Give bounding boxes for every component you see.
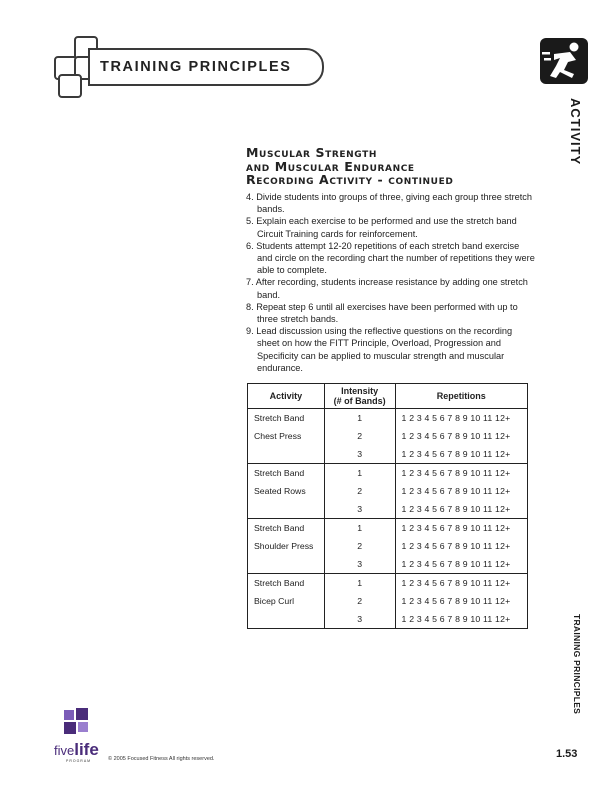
table-row — [248, 537, 528, 555]
repetition-scale[interactable]: 1 2 3 4 5 6 7 8 9 10 11 12+ — [395, 500, 527, 519]
table-row — [248, 592, 528, 610]
heading-line: Muscular Strength — [246, 145, 377, 160]
heading-line: and Muscular Endurance — [246, 158, 415, 174]
instruction-steps — [246, 191, 536, 374]
repetition-scale[interactable]: 1 2 3 4 5 6 7 8 9 10 11 12+ — [395, 409, 527, 428]
table-row — [248, 555, 528, 574]
intensity-cell: 1 — [324, 574, 395, 593]
table-row — [248, 500, 528, 519]
header-repetitions: Repetitions — [395, 384, 527, 409]
table-row — [248, 482, 528, 500]
repetition-scale[interactable]: 1 2 3 4 5 6 7 8 9 10 11 12+ — [395, 427, 527, 445]
repetition-scale[interactable]: 1 2 3 4 5 6 7 8 9 10 11 12+ — [395, 574, 527, 593]
five-for-life-wordmark — [54, 740, 99, 760]
header-activity: Activity — [248, 384, 325, 409]
table-row — [248, 519, 528, 538]
repetition-scale[interactable]: 1 2 3 4 5 6 7 8 9 10 11 12+ — [395, 555, 527, 574]
activity-cell: Seated Rows — [248, 482, 325, 500]
wordmark-program: PROGRAM — [66, 759, 92, 763]
intensity-cell: 2 — [324, 592, 395, 610]
recording-chart — [247, 383, 528, 629]
repetition-scale[interactable]: 1 2 3 4 5 6 7 8 9 10 11 12+ — [395, 537, 527, 555]
logo-square — [58, 74, 82, 98]
activity-cell — [248, 445, 325, 464]
table-header-row — [248, 384, 528, 409]
table-row — [248, 427, 528, 445]
intensity-cell: 1 — [324, 464, 395, 483]
copyright-notice: © 2005 Focused Fitness All rights reserved. — [108, 756, 215, 762]
section-side-label: TRAINING PRINCIPLES — [572, 614, 582, 715]
step-item: 4. Divide students into groups of three, giving each group three stretch bands. — [246, 192, 533, 215]
intensity-cell: 3 — [324, 610, 395, 629]
header-intensity — [324, 384, 395, 409]
intensity-cell: 3 — [324, 445, 395, 464]
activity-cell: Stretch Band — [248, 464, 325, 483]
intensity-cell: 3 — [324, 555, 395, 574]
wordmark-five: five — [54, 743, 75, 758]
repetition-scale[interactable]: 1 2 3 4 5 6 7 8 9 10 11 12+ — [395, 519, 527, 538]
step-item: 6. Students attempt 12-20 repetitions of each stretch band exercise and circle on the recording chart the number of repetitions they were able to complete. — [246, 240, 535, 276]
header-intensity-line: (# of Bands) — [333, 396, 386, 406]
repetition-scale[interactable]: 1 2 3 4 5 6 7 8 9 10 11 12+ — [395, 592, 527, 610]
repetition-scale[interactable]: 1 2 3 4 5 6 7 8 9 10 11 12+ — [395, 464, 527, 483]
activity-cell: Shoulder Press — [248, 537, 325, 555]
wordmark-life: life — [74, 740, 99, 759]
header-banner — [88, 48, 324, 86]
activity-cell — [248, 555, 325, 574]
activity-cell — [248, 500, 325, 519]
intensity-cell: 2 — [324, 482, 395, 500]
step-item: 9. Lead discussion using the reflective questions on the recording sheet on how the FITT Principle, Overload, Progression and Specificity can be applied to muscular strength and muscular endurance. — [246, 326, 513, 373]
table-row — [248, 445, 528, 464]
table-row — [248, 574, 528, 593]
step-item: 5. Explain each exercise to be performed and use the stretch band Circuit Training cards for reinforcement. — [246, 216, 517, 239]
activity-cell — [248, 610, 325, 629]
header-intensity-line: Intensity — [341, 385, 379, 396]
table-row — [248, 409, 528, 428]
running-figure-icon — [540, 38, 588, 84]
heading-line: Recording Activity - continued — [246, 172, 454, 187]
activity-cell: Stretch Band — [248, 409, 325, 428]
table-row — [248, 464, 528, 483]
repetition-scale[interactable]: 1 2 3 4 5 6 7 8 9 10 11 12+ — [395, 445, 527, 464]
activity-cell: Stretch Band — [248, 519, 325, 538]
repetition-scale[interactable]: 1 2 3 4 5 6 7 8 9 10 11 12+ — [395, 482, 527, 500]
activity-cell: Stretch Band — [248, 574, 325, 593]
activity-heading — [246, 146, 546, 187]
page-title: TRAINING PRINCIPLES — [100, 59, 292, 75]
intensity-cell: 1 — [324, 519, 395, 538]
activity-cell: Chest Press — [248, 427, 325, 445]
table-row — [248, 610, 528, 629]
intensity-cell: 2 — [324, 537, 395, 555]
step-item: 7. After recording, students increase resistance by adding one stretch band. — [246, 277, 528, 300]
intensity-cell: 1 — [324, 409, 395, 428]
activity-cell: Bicep Curl — [248, 592, 325, 610]
repetition-scale[interactable]: 1 2 3 4 5 6 7 8 9 10 11 12+ — [395, 610, 527, 629]
activity-side-label: ACTIVITY — [568, 98, 583, 166]
intensity-cell: 3 — [324, 500, 395, 519]
intensity-cell: 2 — [324, 427, 395, 445]
page-number: 1.53 — [556, 748, 578, 760]
step-item: 8. Repeat step 6 until all exercises have been performed with up to three stretch bands. — [246, 301, 518, 325]
